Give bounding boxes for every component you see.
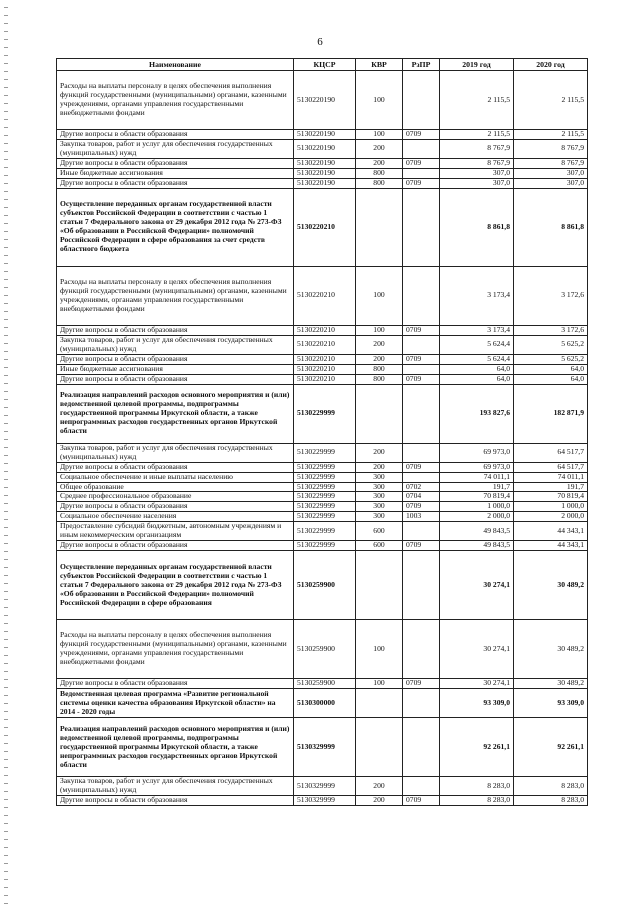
cell-rzpr: 0702 bbox=[403, 482, 440, 492]
cell-rzpr: 0709 bbox=[403, 679, 440, 689]
cell-rzpr: 1003 bbox=[403, 512, 440, 522]
cell-2020: 8 283,0 bbox=[514, 777, 588, 796]
cell-name: Другие вопросы в области образования bbox=[57, 354, 294, 364]
cell-kcsr: 5130229999 bbox=[294, 522, 356, 541]
cell-2019: 49 843,5 bbox=[440, 522, 514, 541]
header-row bbox=[57, 59, 588, 71]
table-row bbox=[57, 620, 588, 679]
cell-kvr: 100 bbox=[356, 71, 403, 130]
cell-rzpr bbox=[403, 188, 440, 266]
cell-kcsr: 5130229999 bbox=[294, 472, 356, 482]
cell-name: Реализация направлений расходов основного мероприятия и (или) ведомственной целевой программы, подпрограммы государственной программы Иркутской области, а также непрограммных расходов государственных органов Иркутской области bbox=[57, 718, 294, 777]
cell-kvr: 800 bbox=[356, 374, 403, 384]
cell-kcsr: 5130220210 bbox=[294, 325, 356, 335]
cell-2019: 74 011,1 bbox=[440, 472, 514, 482]
cell-kvr: 200 bbox=[356, 462, 403, 472]
cell-2020: 92 261,1 bbox=[514, 718, 588, 777]
cell-kcsr: 5130229999 bbox=[294, 482, 356, 492]
cell-2020: 8 767,9 bbox=[514, 139, 588, 158]
header-name: Наименование bbox=[57, 59, 294, 71]
table-row bbox=[57, 443, 588, 462]
cell-kvr: 800 bbox=[356, 364, 403, 374]
scan-edge-artifact bbox=[4, 0, 8, 905]
cell-kcsr: 5130300000 bbox=[294, 689, 356, 718]
cell-2020: 5 625,2 bbox=[514, 335, 588, 354]
cell-kcsr: 5130229999 bbox=[294, 462, 356, 472]
cell-kcsr: 5130220190 bbox=[294, 178, 356, 188]
cell-kcsr: 5130220210 bbox=[294, 354, 356, 364]
cell-name: Другие вопросы в области образования bbox=[57, 325, 294, 335]
header-2019: 2019 год bbox=[440, 59, 514, 71]
cell-kcsr: 5130259900 bbox=[294, 551, 356, 620]
cell-2019: 30 274,1 bbox=[440, 620, 514, 679]
cell-rzpr bbox=[403, 472, 440, 482]
cell-rzpr bbox=[403, 364, 440, 374]
cell-2020: 44 343,1 bbox=[514, 541, 588, 551]
cell-2019: 8 767,9 bbox=[440, 139, 514, 158]
cell-2020: 2 000,0 bbox=[514, 512, 588, 522]
cell-name: Общее образование bbox=[57, 482, 294, 492]
cell-2019: 92 261,1 bbox=[440, 718, 514, 777]
cell-kvr: 600 bbox=[356, 522, 403, 541]
cell-2019: 70 819,4 bbox=[440, 492, 514, 502]
cell-kvr: 200 bbox=[356, 335, 403, 354]
cell-rzpr: 0709 bbox=[403, 158, 440, 168]
cell-name: Другие вопросы в области образования bbox=[57, 541, 294, 551]
cell-kvr: 200 bbox=[356, 443, 403, 462]
cell-kcsr: 5130220210 bbox=[294, 188, 356, 266]
cell-kvr: 200 bbox=[356, 139, 403, 158]
cell-2019: 8 861,8 bbox=[440, 188, 514, 266]
cell-name: Другие вопросы в области образования bbox=[57, 502, 294, 512]
cell-rzpr: 0709 bbox=[403, 374, 440, 384]
table-row bbox=[57, 158, 588, 168]
cell-kcsr: 5130220190 bbox=[294, 71, 356, 130]
cell-name: Расходы на выплаты персоналу в целях обеспечения выполнения функций государственными (муниципальными) органами, казенными учреждениями, органами управления государственными внебюджетными фондами bbox=[57, 71, 294, 130]
cell-2019: 1 000,0 bbox=[440, 502, 514, 512]
cell-2020: 5 625,2 bbox=[514, 354, 588, 364]
cell-kvr: 100 bbox=[356, 266, 403, 325]
cell-name: Закупка товаров, работ и услуг для обеспечения государственных (муниципальных) нужд bbox=[57, 139, 294, 158]
cell-kvr: 100 bbox=[356, 325, 403, 335]
cell-kcsr: 5130220190 bbox=[294, 158, 356, 168]
cell-name: Расходы на выплаты персоналу в целях обеспечения выполнения функций государственными (муниципальными) органами, казенными учреждениями, органами управления государственными внебюджетными фондами bbox=[57, 620, 294, 679]
cell-kcsr: 5130329999 bbox=[294, 777, 356, 796]
cell-rzpr bbox=[403, 620, 440, 679]
cell-name: Иные бюджетные ассигнования bbox=[57, 168, 294, 178]
cell-kcsr: 5130220210 bbox=[294, 335, 356, 354]
table-row bbox=[57, 71, 588, 130]
cell-2020: 2 115,5 bbox=[514, 71, 588, 130]
cell-2020: 93 309,0 bbox=[514, 689, 588, 718]
table-row bbox=[57, 502, 588, 512]
cell-2020: 3 172,6 bbox=[514, 266, 588, 325]
cell-2019: 8 283,0 bbox=[440, 777, 514, 796]
cell-name: Ведомственная целевая программа «Развитие региональной системы оценки качества образования Иркутской области» на 2014 - 2020 годы bbox=[57, 689, 294, 718]
cell-kvr: 200 bbox=[356, 354, 403, 364]
cell-2020: 74 011,1 bbox=[514, 472, 588, 482]
table-row bbox=[57, 522, 588, 541]
cell-2019: 8 283,0 bbox=[440, 796, 514, 806]
cell-kvr: 300 bbox=[356, 512, 403, 522]
cell-2020: 3 172,6 bbox=[514, 325, 588, 335]
cell-rzpr bbox=[403, 522, 440, 541]
cell-kcsr: 5130229999 bbox=[294, 492, 356, 502]
cell-2019: 64,0 bbox=[440, 364, 514, 374]
cell-2020: 8 861,8 bbox=[514, 188, 588, 266]
cell-kcsr: 5130220190 bbox=[294, 168, 356, 178]
cell-name: Другие вопросы в области образования bbox=[57, 796, 294, 806]
cell-2020: 64 517,7 bbox=[514, 443, 588, 462]
cell-kcsr: 5130229999 bbox=[294, 512, 356, 522]
cell-2019: 8 767,9 bbox=[440, 158, 514, 168]
cell-rzpr bbox=[403, 718, 440, 777]
table-row bbox=[57, 492, 588, 502]
cell-name: Другие вопросы в области образования bbox=[57, 374, 294, 384]
cell-rzpr bbox=[403, 139, 440, 158]
table-row bbox=[57, 168, 588, 178]
cell-2019: 193 827,6 bbox=[440, 384, 514, 443]
cell-name: Закупка товаров, работ и услуг для обеспечения государственных (муниципальных) нужд bbox=[57, 443, 294, 462]
cell-name: Иные бюджетные ассигнования bbox=[57, 364, 294, 374]
cell-2020: 182 871,9 bbox=[514, 384, 588, 443]
cell-name: Закупка товаров, работ и услуг для обеспечения государственных (муниципальных) нужд bbox=[57, 777, 294, 796]
cell-2020: 307,0 bbox=[514, 178, 588, 188]
cell-kvr: 200 bbox=[356, 158, 403, 168]
cell-2020: 30 489,2 bbox=[514, 679, 588, 689]
cell-rzpr bbox=[403, 777, 440, 796]
cell-2019: 2 115,5 bbox=[440, 71, 514, 130]
cell-name: Другие вопросы в области образования bbox=[57, 158, 294, 168]
cell-kvr: 100 bbox=[356, 620, 403, 679]
cell-kcsr: 5130220210 bbox=[294, 374, 356, 384]
cell-rzpr: 0709 bbox=[403, 541, 440, 551]
table-row bbox=[57, 374, 588, 384]
table-row bbox=[57, 130, 588, 140]
cell-kvr: 200 bbox=[356, 796, 403, 806]
table-row bbox=[57, 188, 588, 266]
cell-rzpr bbox=[403, 689, 440, 718]
cell-kcsr: 5130220190 bbox=[294, 130, 356, 140]
cell-kcsr: 5130259900 bbox=[294, 679, 356, 689]
table-row bbox=[57, 178, 588, 188]
table-row bbox=[57, 689, 588, 718]
cell-rzpr: 0709 bbox=[403, 354, 440, 364]
cell-rzpr bbox=[403, 443, 440, 462]
table-row bbox=[57, 777, 588, 796]
cell-2020: 2 115,5 bbox=[514, 130, 588, 140]
table-header bbox=[57, 59, 588, 71]
cell-rzpr bbox=[403, 168, 440, 178]
cell-rzpr bbox=[403, 384, 440, 443]
cell-2020: 8 283,0 bbox=[514, 796, 588, 806]
cell-2020: 30 489,2 bbox=[514, 620, 588, 679]
cell-rzpr: 0709 bbox=[403, 502, 440, 512]
cell-name: Осуществление переданных органам государственной власти субъектов Российской Федерации в соответствии с частью 1 статьи 7 Федерального закона от 29 декабря 2012 года № 273-ФЗ «Об образовании в Российской Федерации» полномочий Российской Федерации в сфере образования bbox=[57, 551, 294, 620]
cell-2020: 64,0 bbox=[514, 374, 588, 384]
cell-2019: 69 973,0 bbox=[440, 443, 514, 462]
header-kcsr: КЦСР bbox=[294, 59, 356, 71]
cell-2020: 30 489,2 bbox=[514, 551, 588, 620]
cell-name: Расходы на выплаты персоналу в целях обеспечения выполнения функций государственными (муниципальными) органами, казенными учреждениями, органами управления государственными внебюджетными фондами bbox=[57, 266, 294, 325]
cell-rzpr: 0709 bbox=[403, 178, 440, 188]
cell-rzpr: 0709 bbox=[403, 325, 440, 335]
cell-kcsr: 5130329999 bbox=[294, 718, 356, 777]
cell-2019: 30 274,1 bbox=[440, 679, 514, 689]
cell-2019: 5 624,4 bbox=[440, 335, 514, 354]
cell-name: Среднее профессиональное образование bbox=[57, 492, 294, 502]
cell-name: Осуществление переданных органам государственной власти субъектов Российской Федерации в соответствии с частью 1 статьи 7 Федерального закона от 29 декабря 2012 года № 273-ФЗ «Об образовании в Российской Федерации» полномочий Российской Федерации в сфере образования за счет средств областного бюджета bbox=[57, 188, 294, 266]
cell-name: Реализация направлений расходов основного мероприятия и (или) ведомственной целевой программы, подпрограммы государственной программы Иркутской области, а также непрограммных расходов государственных органов Иркутской области bbox=[57, 384, 294, 443]
cell-rzpr bbox=[403, 71, 440, 130]
table-row bbox=[57, 796, 588, 806]
header-rzpr: РзПР bbox=[403, 59, 440, 71]
table-row bbox=[57, 335, 588, 354]
page-number: 6 bbox=[317, 36, 323, 48]
cell-rzpr: 0709 bbox=[403, 462, 440, 472]
table-row bbox=[57, 139, 588, 158]
table-row bbox=[57, 718, 588, 777]
cell-name: Другие вопросы в области образования bbox=[57, 679, 294, 689]
cell-kvr: 800 bbox=[356, 168, 403, 178]
table-row bbox=[57, 325, 588, 335]
cell-2020: 44 343,1 bbox=[514, 522, 588, 541]
cell-name: Другие вопросы в области образования bbox=[57, 178, 294, 188]
cell-2020: 64 517,7 bbox=[514, 462, 588, 472]
cell-kvr bbox=[356, 188, 403, 266]
cell-rzpr bbox=[403, 551, 440, 620]
cell-kcsr: 5130220210 bbox=[294, 266, 356, 325]
table-row bbox=[57, 512, 588, 522]
cell-2019: 69 973,0 bbox=[440, 462, 514, 472]
cell-2020: 8 767,9 bbox=[514, 158, 588, 168]
cell-kcsr: 5130229999 bbox=[294, 443, 356, 462]
table-row bbox=[57, 462, 588, 472]
cell-kcsr: 5130329999 bbox=[294, 796, 356, 806]
cell-2019: 93 309,0 bbox=[440, 689, 514, 718]
cell-name: Другие вопросы в области образования bbox=[57, 462, 294, 472]
cell-kvr: 300 bbox=[356, 492, 403, 502]
budget-table bbox=[56, 58, 588, 806]
cell-2019: 307,0 bbox=[440, 168, 514, 178]
cell-2020: 307,0 bbox=[514, 168, 588, 178]
cell-name: Закупка товаров, работ и услуг для обеспечения государственных (муниципальных) нужд bbox=[57, 335, 294, 354]
cell-2019: 64,0 bbox=[440, 374, 514, 384]
cell-name: Социальное обеспечение и иные выплаты населению bbox=[57, 472, 294, 482]
table-row bbox=[57, 472, 588, 482]
header-2020: 2020 год bbox=[514, 59, 588, 71]
header-kvr: КВР bbox=[356, 59, 403, 71]
cell-name: Другие вопросы в области образования bbox=[57, 130, 294, 140]
cell-rzpr bbox=[403, 266, 440, 325]
cell-2020: 64,0 bbox=[514, 364, 588, 374]
table-row bbox=[57, 384, 588, 443]
cell-2019: 3 173,4 bbox=[440, 266, 514, 325]
cell-kvr bbox=[356, 689, 403, 718]
table-row bbox=[57, 541, 588, 551]
cell-kcsr: 5130220190 bbox=[294, 139, 356, 158]
cell-kvr bbox=[356, 718, 403, 777]
cell-kvr: 300 bbox=[356, 502, 403, 512]
cell-2019: 49 843,5 bbox=[440, 541, 514, 551]
table-row bbox=[57, 551, 588, 620]
cell-kcsr: 5130229999 bbox=[294, 384, 356, 443]
cell-kvr: 100 bbox=[356, 679, 403, 689]
cell-2019: 2 000,0 bbox=[440, 512, 514, 522]
table-row bbox=[57, 364, 588, 374]
table-row bbox=[57, 482, 588, 492]
cell-kcsr: 5130229999 bbox=[294, 502, 356, 512]
table-row bbox=[57, 354, 588, 364]
cell-kvr: 600 bbox=[356, 541, 403, 551]
cell-kvr: 200 bbox=[356, 777, 403, 796]
cell-name: Предоставление субсидий бюджетным, автономным учреждениям и иным некоммерческим организациям bbox=[57, 522, 294, 541]
cell-kcsr: 5130229999 bbox=[294, 541, 356, 551]
cell-rzpr: 0704 bbox=[403, 492, 440, 502]
cell-kvr bbox=[356, 551, 403, 620]
cell-2019: 2 115,5 bbox=[440, 130, 514, 140]
cell-rzpr: 0709 bbox=[403, 796, 440, 806]
cell-2019: 191,7 bbox=[440, 482, 514, 492]
cell-2019: 5 624,4 bbox=[440, 354, 514, 364]
cell-2019: 307,0 bbox=[440, 178, 514, 188]
cell-kvr bbox=[356, 384, 403, 443]
cell-2020: 1 000,0 bbox=[514, 502, 588, 512]
cell-rzpr: 0709 bbox=[403, 130, 440, 140]
cell-kvr: 800 bbox=[356, 178, 403, 188]
cell-2019: 30 274,1 bbox=[440, 551, 514, 620]
cell-kcsr: 5130259900 bbox=[294, 620, 356, 679]
table-body bbox=[57, 71, 588, 806]
cell-name: Социальное обеспечение населения bbox=[57, 512, 294, 522]
table-row bbox=[57, 266, 588, 325]
cell-rzpr bbox=[403, 335, 440, 354]
cell-2019: 3 173,4 bbox=[440, 325, 514, 335]
cell-kvr: 300 bbox=[356, 482, 403, 492]
table-row bbox=[57, 679, 588, 689]
cell-kvr: 300 bbox=[356, 472, 403, 482]
cell-kvr: 100 bbox=[356, 130, 403, 140]
cell-kcsr: 5130220210 bbox=[294, 364, 356, 374]
cell-2020: 70 819,4 bbox=[514, 492, 588, 502]
cell-2020: 191,7 bbox=[514, 482, 588, 492]
